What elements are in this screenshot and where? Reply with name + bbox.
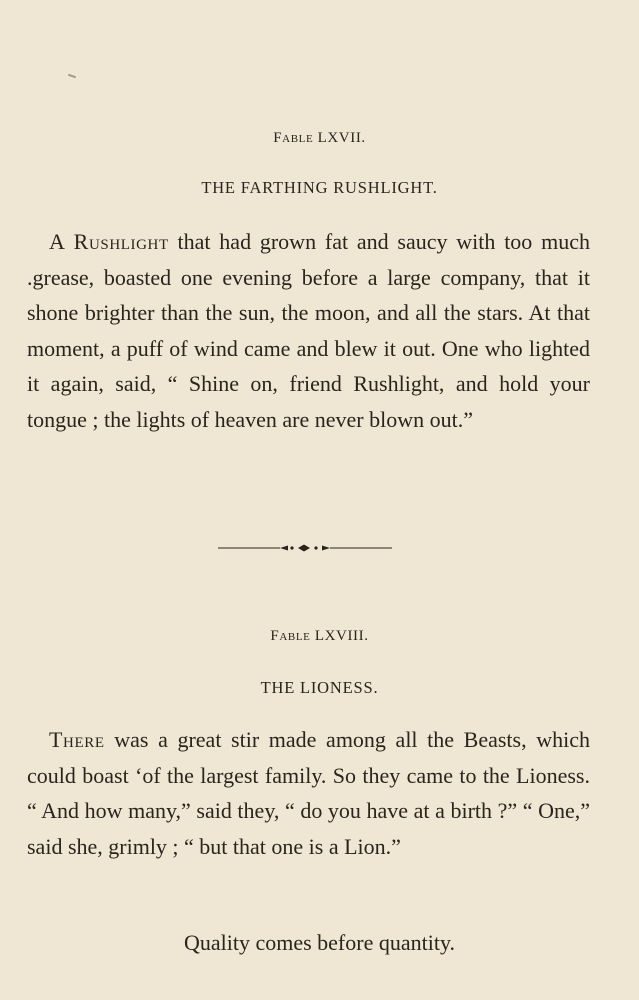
fable-title-68: THE LIONESS. bbox=[260, 678, 379, 697]
fable-label-67: Fable LXVII. bbox=[273, 130, 366, 146]
ink-mark bbox=[68, 74, 76, 79]
fable-label-68: Fable LXVIII. bbox=[270, 628, 369, 644]
fable-body-68 bbox=[27, 722, 590, 864]
fable-text-67: that had grown fat and saucy with too much .grease, boasted one evening before a large company, that it shone brighter than the sun, the moon, and all the stars. At that moment, a puff of wind came and blew it out. One who lighted it again, said, “ Shine on, friend Rushlight, and hold your tongue ; the lights of heaven are never blown out.” bbox=[27, 229, 590, 432]
fable-moral-68: Quality comes before quantity. bbox=[183, 930, 456, 955]
fable-lead-68: There bbox=[49, 727, 105, 752]
fable-lead-67: A Rushlight bbox=[49, 229, 169, 254]
fable-text-68: was a great stir made among all the Beasts, which could boast ‘of the largest family. So they came to the Lioness. “ And how many,” said they, “ do you have at a birth ?” “ One,” said she, grimly ; “ but that one is a Lion.” bbox=[27, 727, 590, 859]
ornament-divider bbox=[218, 542, 392, 554]
fable-body-67 bbox=[27, 224, 590, 437]
fable-title-67: THE FARTHING RUSHLIGHT. bbox=[201, 178, 438, 197]
